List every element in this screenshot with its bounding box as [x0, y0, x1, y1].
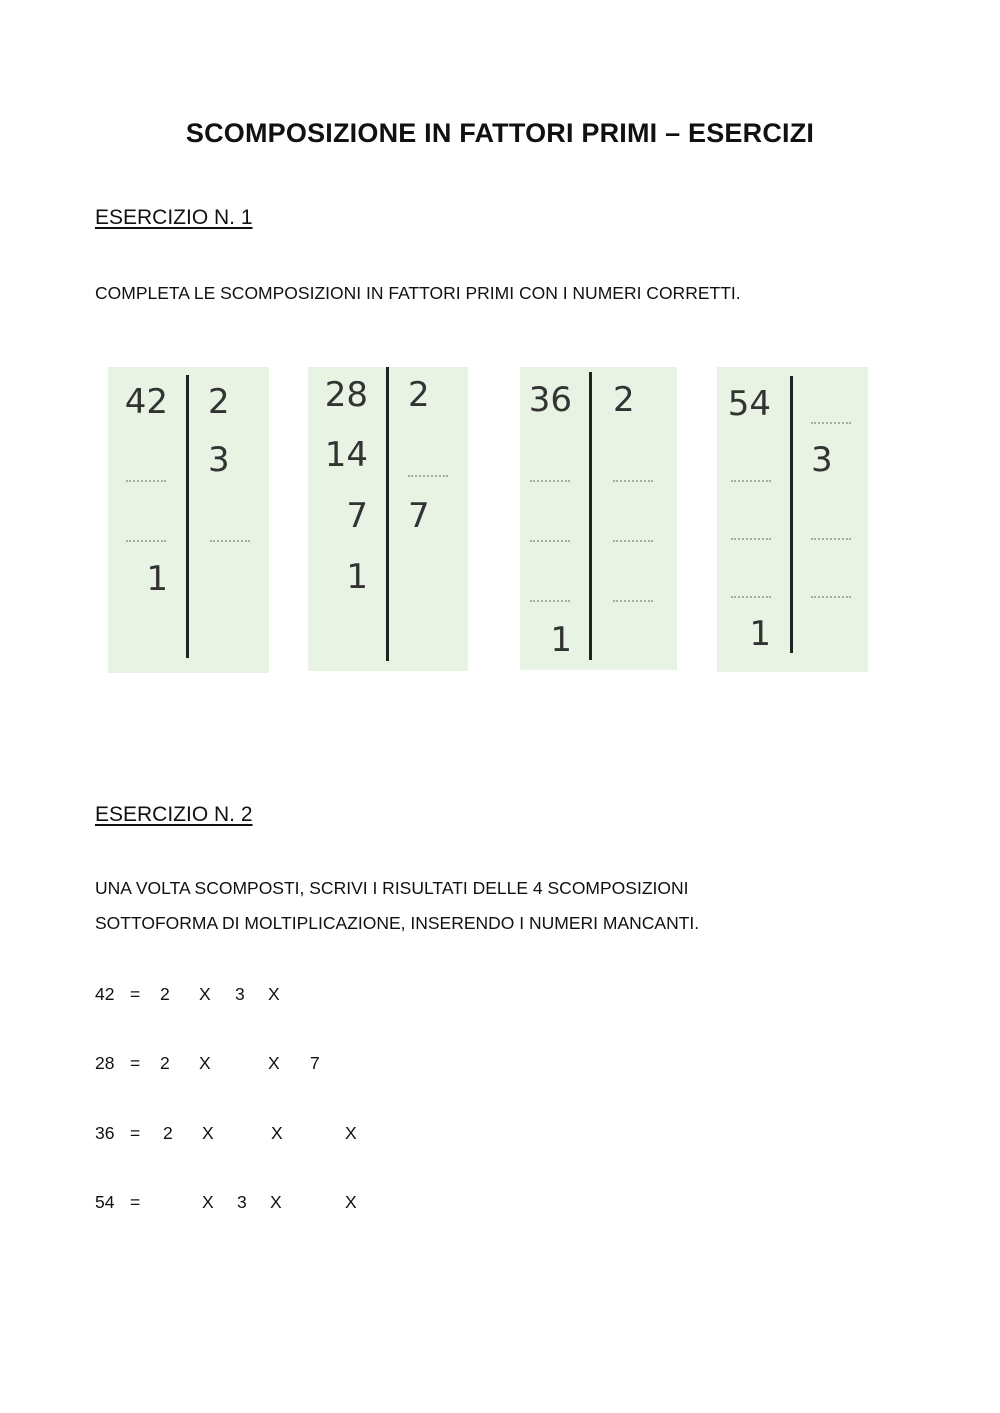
times-sign: X [268, 1053, 280, 1073]
factor-card-28 [308, 367, 468, 671]
dividend: 54 [727, 384, 771, 424]
factor: 3 [235, 984, 245, 1004]
equals-sign: = [130, 1192, 141, 1212]
equation-lhs: 28 [95, 1053, 115, 1073]
blank-factor[interactable] [408, 475, 448, 477]
prime-factor: 3 [811, 440, 833, 480]
factor-card-42 [108, 367, 269, 673]
dividend: 1 [146, 559, 168, 599]
blank-dividend[interactable] [126, 480, 166, 482]
divider-line [790, 376, 793, 653]
times-sign: X [199, 1053, 211, 1073]
times-sign: X [268, 984, 280, 1004]
divider-line [386, 367, 389, 661]
exercise-2-instruction-line2: SOTTOFORMA DI MOLTIPLICAZIONE, INSERENDO I NUMERI MANCANTI. [95, 913, 700, 933]
times-sign: X [199, 984, 211, 1004]
prime-factor: 2 [208, 382, 230, 422]
times-sign: X [202, 1123, 214, 1143]
factor: 2 [163, 1123, 173, 1143]
blank-dividend[interactable] [530, 540, 570, 542]
exercise-2-instruction-line1: UNA VOLTA SCOMPOSTI, SCRIVI I RISULTATI DELLE 4 SCOMPOSIZIONI [95, 878, 689, 898]
prime-factor: 2 [613, 380, 635, 420]
times-sign: X [271, 1123, 283, 1143]
blank-dividend[interactable] [530, 480, 570, 482]
exercise-2-heading: ESERCIZIO N. 2 [95, 803, 253, 826]
divider-line [589, 372, 592, 660]
prime-factor: 7 [408, 496, 430, 536]
blank-factor[interactable] [811, 538, 851, 540]
prime-factor: 2 [408, 375, 430, 415]
blank-dividend[interactable] [731, 596, 771, 598]
equals-sign: = [130, 984, 141, 1004]
blank-dividend[interactable] [731, 538, 771, 540]
dividend: 7 [346, 496, 368, 536]
blank-dividend[interactable] [530, 600, 570, 602]
dividend: 14 [324, 435, 368, 475]
dividend: 42 [124, 382, 168, 422]
blank-factor[interactable] [811, 596, 851, 598]
times-sign: X [202, 1192, 214, 1212]
factor: 2 [160, 1053, 170, 1073]
times-sign: X [270, 1192, 282, 1212]
prime-factor: 3 [208, 440, 230, 480]
blank-factor[interactable] [613, 480, 653, 482]
blank-factor[interactable] [613, 600, 653, 602]
blank-factor[interactable] [811, 422, 851, 424]
blank-factor[interactable] [210, 540, 250, 542]
equation-lhs: 54 [95, 1192, 115, 1212]
equals-sign: = [130, 1053, 141, 1073]
equals-sign: = [130, 1123, 141, 1143]
blank-factor[interactable] [613, 540, 653, 542]
factor: 7 [310, 1053, 320, 1073]
times-sign: X [345, 1192, 357, 1212]
dividend: 1 [550, 620, 572, 660]
exercise-1-heading: ESERCIZIO N. 1 [95, 206, 253, 229]
dividend: 1 [346, 557, 368, 597]
blank-dividend[interactable] [126, 540, 166, 542]
page-title: SCOMPOSIZIONE IN FATTORI PRIMI – ESERCIZI [185, 118, 815, 148]
factor-card-36 [520, 367, 677, 670]
dividend: 28 [324, 375, 368, 415]
exercise-1-instruction: COMPLETA LE SCOMPOSIZIONI IN FATTORI PRIMI CON I NUMERI CORRETTI. [95, 283, 741, 303]
factor: 3 [237, 1192, 247, 1212]
blank-dividend[interactable] [731, 480, 771, 482]
factor: 2 [160, 984, 170, 1004]
dividend: 1 [749, 614, 771, 654]
divider-line [186, 375, 189, 658]
times-sign: X [345, 1123, 357, 1143]
equation-lhs: 36 [95, 1123, 115, 1143]
factor-card-54 [717, 367, 868, 672]
equation-lhs: 42 [95, 984, 115, 1004]
dividend: 36 [528, 380, 572, 420]
